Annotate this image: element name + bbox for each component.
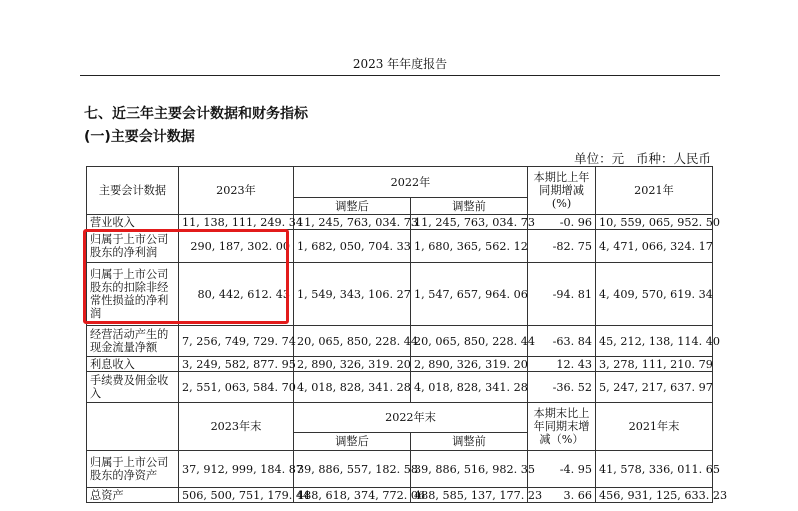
- header-2022-end: 2022年末: [294, 403, 528, 433]
- cell-2022-adjusted: 39, 886, 557, 182. 58: [294, 451, 411, 488]
- cell-2023: 37, 912, 999, 184. 87: [179, 451, 294, 488]
- header-label-empty: [87, 403, 179, 451]
- cell-2021: 41, 578, 336, 011. 65: [596, 451, 713, 488]
- cell-2022-adjusted: 11, 245, 763, 034. 73: [294, 215, 411, 230]
- header-2022-before: 调整前: [411, 198, 528, 215]
- table2-header-row: [87, 403, 713, 433]
- cell-2022-adjusted: 4, 018, 828, 341. 28: [294, 372, 411, 403]
- table1-header-row: [87, 167, 713, 198]
- cell-2021: 5, 247, 217, 637. 97: [596, 372, 713, 403]
- row-label: 归属于上市公司股东的净资产: [87, 451, 179, 488]
- cell-change: 3. 66: [528, 488, 596, 503]
- cell-2022-adjusted: 1, 549, 343, 106. 27: [294, 263, 411, 326]
- cell-2021: 4, 471, 066, 324. 17: [596, 230, 713, 263]
- cell-2022-before: 4, 018, 828, 341. 28: [411, 372, 528, 403]
- header-2022-end-adjusted: 调整后: [294, 433, 411, 451]
- section-title: 七、近三年主要会计数据和财务指标: [84, 106, 308, 122]
- row-label: 经营活动产生的现金流量净额: [87, 326, 179, 357]
- cell-change: -63. 84: [528, 326, 596, 357]
- cell-change: -4. 95: [528, 451, 596, 488]
- cell-2022-before: 1, 680, 365, 562. 12: [411, 230, 528, 263]
- table-row: [87, 326, 713, 357]
- cell-change: -0. 96: [528, 215, 596, 230]
- cell-2023: 80, 442, 612. 43: [179, 263, 294, 326]
- cell-2023: 7, 256, 749, 729. 74: [179, 326, 294, 357]
- header-2021: 2021年: [596, 167, 713, 215]
- row-label: 利息收入: [87, 357, 179, 372]
- cell-2023: 2, 551, 063, 584. 70: [179, 372, 294, 403]
- table-row: [87, 230, 713, 263]
- report-header-title: 2023 年年度报告: [352, 57, 448, 71]
- header-change: 本期比上年同期增减(%): [528, 167, 596, 215]
- table-row: [87, 451, 713, 488]
- cell-change: 12. 43: [528, 357, 596, 372]
- header-2022: 2022年: [294, 167, 528, 198]
- cell-2022-before: 11, 245, 763, 034. 73: [411, 215, 528, 230]
- header-2023-end: 2023年末: [179, 403, 294, 451]
- header-2023: 2023年: [179, 167, 294, 215]
- row-label: 手续费及佣金收入: [87, 372, 179, 403]
- cell-2023: 506, 500, 751, 179. 44: [179, 488, 294, 503]
- header-2022-end-before: 调整前: [411, 433, 528, 451]
- table-row: [87, 263, 713, 326]
- cell-2023: 11, 138, 111, 249. 34: [179, 215, 294, 230]
- header-label-col: 主要会计数据: [87, 167, 179, 215]
- cell-2022-adjusted: 1, 682, 050, 704. 33: [294, 230, 411, 263]
- header-change-end: 本期末比上年同期末增减（%）: [528, 403, 596, 451]
- cell-2023: 290, 187, 302. 00: [179, 230, 294, 263]
- cell-change: -82. 75: [528, 230, 596, 263]
- table-row: [87, 215, 713, 230]
- row-label: 营业收入: [87, 215, 179, 230]
- cell-2023: 3, 249, 582, 877. 95: [179, 357, 294, 372]
- header-2021-end: 2021年末: [596, 403, 713, 451]
- row-label: 总资产: [87, 488, 179, 503]
- row-label: 归属于上市公司股东的净利润: [87, 230, 179, 263]
- cell-2022-adjusted: 488, 618, 374, 772. 06: [294, 488, 411, 503]
- cell-2022-adjusted: 20, 065, 850, 228. 44: [294, 326, 411, 357]
- cell-change: -94. 81: [528, 263, 596, 326]
- cell-2021: 45, 212, 138, 114. 40: [596, 326, 713, 357]
- row-label: 归属于上市公司股东的扣除非经常性损益的净利润: [87, 263, 179, 326]
- cell-2022-before: 488, 585, 137, 177. 23: [411, 488, 528, 503]
- cell-2021: 456, 931, 125, 633. 23: [596, 488, 713, 503]
- unit-currency-line: 单位：元 币种：人民币: [574, 151, 711, 166]
- cell-2022-before: 2, 890, 326, 319. 20: [411, 357, 528, 372]
- cell-2022-before: 39, 886, 516, 982. 35: [411, 451, 528, 488]
- table-row: [87, 488, 713, 503]
- cell-2022-adjusted: 2, 890, 326, 319. 20: [294, 357, 411, 372]
- cell-2022-before: 1, 547, 657, 964. 06: [411, 263, 528, 326]
- table-row: [87, 357, 713, 372]
- cell-2021: 10, 559, 065, 952. 50: [596, 215, 713, 230]
- table-row: [87, 372, 713, 403]
- cell-change: -36. 52: [528, 372, 596, 403]
- cell-2021: 3, 278, 111, 210. 79: [596, 357, 713, 372]
- header-2022-adjusted: 调整后: [294, 198, 411, 215]
- cell-2021: 4, 409, 570, 619. 34: [596, 263, 713, 326]
- header-divider: [80, 75, 720, 76]
- section-subtitle: (一)主要会计数据: [84, 129, 195, 145]
- cell-2022-before: 20, 065, 850, 228. 44: [411, 326, 528, 357]
- financial-data-table: [86, 166, 728, 503]
